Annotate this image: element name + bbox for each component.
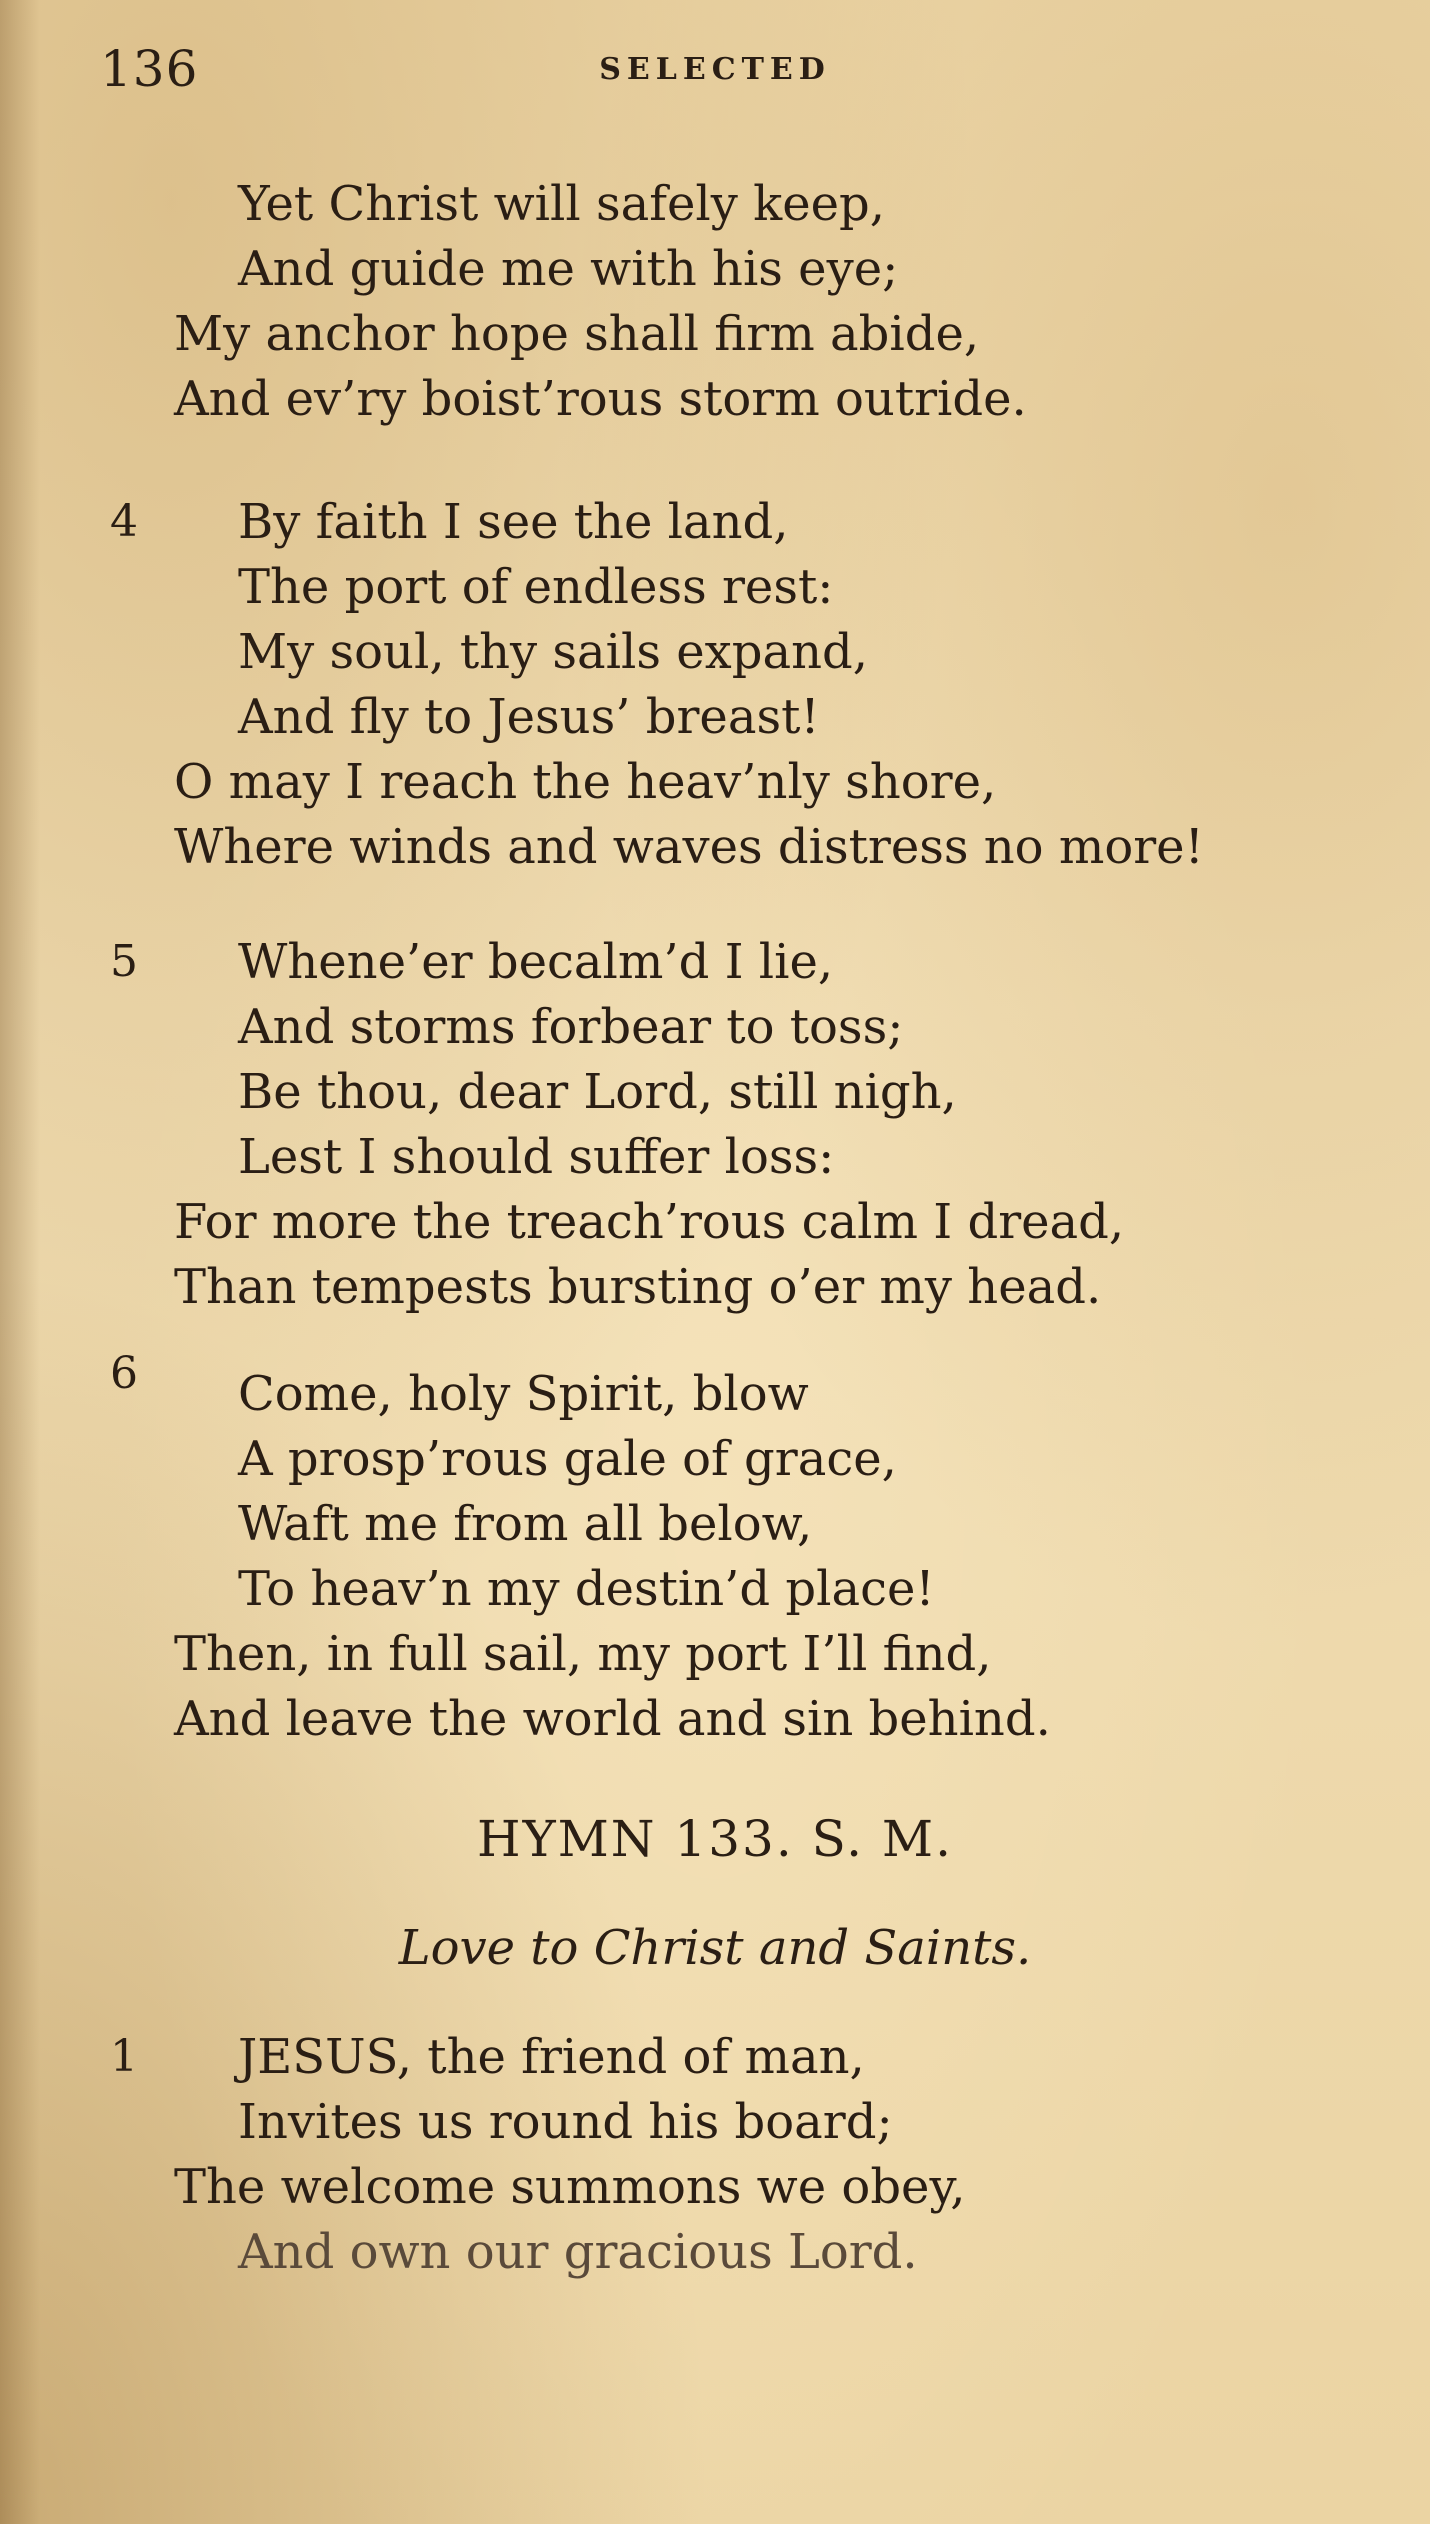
verse-line: And guide me with his eye; — [238, 241, 899, 297]
verse-line: To heav’n my destin’d place! — [238, 1561, 935, 1617]
verse-number: 1 — [110, 2031, 138, 2082]
verse-line: For more the treach’rous calm I dread, — [174, 1194, 1125, 1250]
verse-line: The port of endless rest: — [238, 559, 834, 615]
verse-line: Invites us round his board; — [238, 2094, 893, 2150]
verse-line: By faith I see the land, — [238, 494, 789, 550]
verse-number: 5 — [110, 936, 138, 987]
verse-number: 4 — [110, 496, 138, 547]
verse-line: My soul, thy sails expand, — [238, 624, 868, 680]
verse-line: Than tempests bursting o’er my head. — [174, 1259, 1102, 1315]
verse-line: Where winds and waves distress no more! — [174, 819, 1204, 875]
running-title: SELECTED — [599, 52, 831, 87]
hymn-heading: HYMN 133. S. M. — [476, 1810, 954, 1868]
hymn-subtitle: Love to Christ and Saints. — [398, 1920, 1032, 1976]
page-number: 136 — [100, 40, 199, 98]
verse-line: Come, holy Spirit, blow — [238, 1366, 809, 1422]
verse-line: And own our gracious Lord. — [238, 2224, 918, 2280]
verse-line: And leave the world and sin behind. — [174, 1691, 1051, 1747]
verse-line: Waft me from all below, — [238, 1496, 813, 1552]
verse-line: A prosp’rous gale of grace, — [238, 1431, 897, 1487]
verse-line: JESUS, the friend of man, — [238, 2029, 865, 2085]
verse-line: And ev’ry boist’rous storm outride. — [174, 371, 1027, 427]
verse-line: Lest I should suffer loss: — [238, 1129, 835, 1185]
verse-line: Then, in full sail, my port I’ll find, — [174, 1626, 992, 1682]
page-edge-shadow — [0, 0, 40, 2524]
verse-line: Be thou, dear Lord, still nigh, — [238, 1064, 957, 1120]
verse-line: O may I reach the heav’nly shore, — [174, 754, 997, 810]
verse-line: And fly to Jesus’ breast! — [238, 689, 820, 745]
verse-line: Yet Christ will safely keep, — [238, 176, 886, 232]
verse-number: 6 — [110, 1348, 138, 1399]
verse-line: Whene’er becalm’d I lie, — [238, 934, 834, 990]
verse-line: My anchor hope shall firm abide, — [174, 306, 980, 362]
verse-line: And storms forbear to toss; — [238, 999, 904, 1055]
verse-line: The welcome summons we obey, — [174, 2159, 966, 2215]
